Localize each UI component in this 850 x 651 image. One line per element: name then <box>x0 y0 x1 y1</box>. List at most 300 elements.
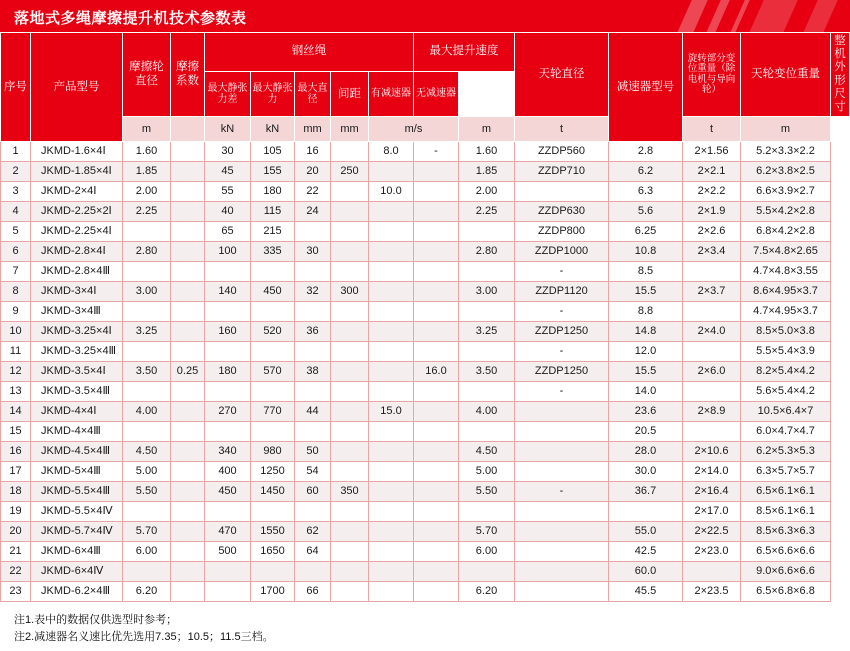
row-model: JKMD-5.5×4Ⅳ <box>31 502 123 522</box>
row-sheave-diameter: 1.60 <box>459 142 515 162</box>
row-max-tension: 335 <box>251 242 295 262</box>
row-sheave-diameter <box>459 562 515 582</box>
row-wheel-diameter: 5.70 <box>123 522 171 542</box>
row-wheel-diameter <box>123 222 171 242</box>
row-index: 21 <box>1 542 31 562</box>
row-speed-with-reducer <box>369 222 414 242</box>
row-rotating-weight: 55.0 <box>609 522 683 542</box>
row-spacing <box>331 502 369 522</box>
row-tension-diff: 65 <box>205 222 251 242</box>
row-sheave-displacement: 2×6.0 <box>683 362 741 382</box>
row-sheave-displacement: 2×23.5 <box>683 582 741 602</box>
row-model: JKMD-6×4Ⅲ <box>31 542 123 562</box>
row-tension-diff: 140 <box>205 282 251 302</box>
row-spacing <box>331 322 369 342</box>
row-sheave-displacement: 2×22.5 <box>683 522 741 542</box>
table-row <box>1 142 850 162</box>
row-reducer-model <box>515 442 609 462</box>
row-sheave-displacement: 2×14.0 <box>683 462 741 482</box>
row-speed-with-reducer <box>369 302 414 322</box>
row-sheave-displacement: 2×2.6 <box>683 222 741 242</box>
row-sheave-displacement: 2×17.0 <box>683 502 741 522</box>
row-max-tension: 450 <box>251 282 295 302</box>
table-row <box>1 302 850 322</box>
row-rotating-weight: 23.6 <box>609 402 683 422</box>
row-sheave-diameter <box>459 502 515 522</box>
row-sheave-diameter: 4.00 <box>459 402 515 422</box>
row-max-rope-diameter <box>295 222 331 242</box>
row-friction-coefficient <box>171 222 205 242</box>
row-overall-dimension: 5.5×4.2×2.8 <box>741 202 831 222</box>
row-friction-coefficient <box>171 542 205 562</box>
row-spacing <box>331 262 369 282</box>
table-row <box>1 542 850 562</box>
row-model: JKMD-4×4Ⅲ <box>31 422 123 442</box>
row-max-rope-diameter: 38 <box>295 362 331 382</box>
row-sheave-diameter: 1.85 <box>459 162 515 182</box>
row-tension-diff: 40 <box>205 202 251 222</box>
row-sheave-displacement: 2×1.9 <box>683 202 741 222</box>
col-group-wire-rope: 钢丝绳 <box>205 33 414 72</box>
table-row <box>1 482 850 502</box>
row-reducer-model: - <box>515 302 609 322</box>
row-reducer-model: - <box>515 382 609 402</box>
row-max-tension: 105 <box>251 142 295 162</box>
row-rotating-weight: 10.8 <box>609 242 683 262</box>
row-max-tension <box>251 302 295 322</box>
parameter-table-wrap <box>0 32 850 602</box>
row-speed-without-reducer <box>414 342 459 362</box>
row-speed-without-reducer <box>414 182 459 202</box>
row-tension-diff <box>205 262 251 282</box>
row-sheave-displacement <box>683 342 741 362</box>
table-row <box>1 222 850 242</box>
row-max-rope-diameter: 50 <box>295 442 331 462</box>
row-tension-diff: 160 <box>205 322 251 342</box>
row-speed-without-reducer <box>414 502 459 522</box>
table-row <box>1 242 850 262</box>
row-speed-without-reducer <box>414 222 459 242</box>
row-reducer-model <box>515 462 609 482</box>
row-tension-diff: 340 <box>205 442 251 462</box>
row-overall-dimension: 6.2×3.8×2.5 <box>741 162 831 182</box>
header-row-1 <box>1 33 850 72</box>
row-model: JKMD-2.8×4Ⅲ <box>31 262 123 282</box>
row-overall-dimension: 4.7×4.8×3.55 <box>741 262 831 282</box>
col-overall-dimension: 整机外形尺寸 <box>831 33 850 117</box>
row-overall-dimension: 4.7×4.95×3.7 <box>741 302 831 322</box>
row-sheave-diameter <box>459 422 515 442</box>
row-max-tension: 1450 <box>251 482 295 502</box>
row-sheave-diameter: 2.00 <box>459 182 515 202</box>
row-index: 12 <box>1 362 31 382</box>
row-overall-dimension: 9.0×6.6×6.6 <box>741 562 831 582</box>
row-overall-dimension: 8.5×6.3×6.3 <box>741 522 831 542</box>
row-reducer-model: ZZDP1250 <box>515 362 609 382</box>
row-sheave-displacement <box>683 562 741 582</box>
row-reducer-model <box>515 502 609 522</box>
notes-block <box>14 612 850 646</box>
row-model: JKMD-1.6×4Ⅰ <box>31 142 123 162</box>
col-friction-coefficient: 摩擦系数 <box>171 33 205 117</box>
banner-decoration-stripe <box>798 0 842 32</box>
row-index: 9 <box>1 302 31 322</box>
note-line: 注2.减速器名义速比优先选用7.35；10.5；11.5三档。 <box>14 631 274 644</box>
col-without-reducer: 无减速器 <box>414 71 459 116</box>
row-tension-diff: 400 <box>205 462 251 482</box>
row-sheave-displacement: 2×3.4 <box>683 242 741 262</box>
row-max-rope-diameter: 60 <box>295 482 331 502</box>
row-speed-without-reducer <box>414 522 459 542</box>
row-rotating-weight: 30.0 <box>609 462 683 482</box>
row-sheave-displacement <box>683 302 741 322</box>
row-reducer-model: ZZDP800 <box>515 222 609 242</box>
row-index: 20 <box>1 522 31 542</box>
row-sheave-displacement: 2×1.56 <box>683 142 741 162</box>
row-speed-with-reducer: 8.0 <box>369 142 414 162</box>
row-sheave-displacement: 2×4.0 <box>683 322 741 342</box>
row-speed-with-reducer <box>369 382 414 402</box>
row-speed-with-reducer <box>369 442 414 462</box>
unit-max-static-tension: kN <box>251 117 295 142</box>
col-sheave-diameter: 天轮直径 <box>515 33 609 117</box>
row-speed-without-reducer <box>414 462 459 482</box>
row-friction-coefficient <box>171 382 205 402</box>
row-rotating-weight: 5.6 <box>609 202 683 222</box>
row-max-rope-diameter <box>295 502 331 522</box>
row-speed-with-reducer: 15.0 <box>369 402 414 422</box>
row-rotating-weight: 15.5 <box>609 362 683 382</box>
row-max-tension: 980 <box>251 442 295 462</box>
row-rotating-weight: 42.5 <box>609 542 683 562</box>
row-model: JKMD-4.5×4Ⅲ <box>31 442 123 462</box>
row-model: JKMD-3.25×4Ⅲ <box>31 342 123 362</box>
row-sheave-displacement: 2×2.2 <box>683 182 741 202</box>
banner-decoration-stripe <box>725 0 754 32</box>
row-friction-coefficient <box>171 482 205 502</box>
row-max-tension <box>251 262 295 282</box>
row-speed-without-reducer <box>414 262 459 282</box>
row-speed-with-reducer <box>369 342 414 362</box>
row-spacing <box>331 562 369 582</box>
row-reducer-model <box>515 422 609 442</box>
row-speed-with-reducer <box>369 582 414 602</box>
row-index: 13 <box>1 382 31 402</box>
row-index: 11 <box>1 342 31 362</box>
row-sheave-diameter: 6.20 <box>459 582 515 602</box>
col-friction-wheel-diameter: 摩擦轮直径 <box>123 33 171 117</box>
row-index: 4 <box>1 202 31 222</box>
row-friction-coefficient <box>171 562 205 582</box>
row-friction-coefficient <box>171 462 205 482</box>
row-max-rope-diameter: 54 <box>295 462 331 482</box>
row-tension-diff <box>205 422 251 442</box>
row-tension-diff <box>205 382 251 402</box>
row-index: 8 <box>1 282 31 302</box>
row-reducer-model <box>515 182 609 202</box>
row-tension-diff: 45 <box>205 162 251 182</box>
col-spacing: 间距 <box>331 71 369 116</box>
row-spacing: 250 <box>331 162 369 182</box>
row-max-rope-diameter: 16 <box>295 142 331 162</box>
row-friction-coefficient <box>171 202 205 222</box>
row-reducer-model <box>515 542 609 562</box>
row-wheel-diameter: 5.50 <box>123 482 171 502</box>
row-sheave-displacement <box>683 262 741 282</box>
row-max-tension: 770 <box>251 402 295 422</box>
col-max-diameter: 最大直径 <box>295 71 331 116</box>
row-model: JKMD-5×4Ⅲ <box>31 462 123 482</box>
row-speed-without-reducer <box>414 322 459 342</box>
row-friction-coefficient <box>171 522 205 542</box>
row-wheel-diameter: 3.25 <box>123 322 171 342</box>
unit-friction-wheel-diameter: m <box>123 117 171 142</box>
row-wheel-diameter: 4.00 <box>123 402 171 422</box>
row-max-rope-diameter: 36 <box>295 322 331 342</box>
row-max-tension <box>251 562 295 582</box>
row-overall-dimension: 6.5×6.8×6.8 <box>741 582 831 602</box>
row-max-tension: 215 <box>251 222 295 242</box>
row-friction-coefficient <box>171 442 205 462</box>
row-tension-diff <box>205 302 251 322</box>
row-max-rope-diameter <box>295 562 331 582</box>
table-row <box>1 462 850 482</box>
note-line: 注1.表中的数据仅供选型时参考； <box>14 614 178 627</box>
row-rotating-weight: 6.3 <box>609 182 683 202</box>
row-speed-with-reducer <box>369 462 414 482</box>
row-spacing <box>331 362 369 382</box>
row-sheave-diameter <box>459 382 515 402</box>
row-rotating-weight: 2.8 <box>609 142 683 162</box>
row-reducer-model: - <box>515 342 609 362</box>
table-row <box>1 522 850 542</box>
row-model: JKMD-6.2×4Ⅲ <box>31 582 123 602</box>
row-rotating-weight: 12.0 <box>609 342 683 362</box>
row-index: 22 <box>1 562 31 582</box>
row-wheel-diameter <box>123 562 171 582</box>
col-max-static-tension-diff: 最大静张力差 <box>205 71 251 116</box>
row-sheave-diameter <box>459 342 515 362</box>
row-model: JKMD-4×4Ⅰ <box>31 402 123 422</box>
row-tension-diff <box>205 582 251 602</box>
row-index: 2 <box>1 162 31 182</box>
row-sheave-displacement: 2×23.0 <box>683 542 741 562</box>
row-speed-with-reducer <box>369 562 414 582</box>
row-speed-with-reducer <box>369 162 414 182</box>
table-row <box>1 582 850 602</box>
row-tension-diff: 470 <box>205 522 251 542</box>
row-speed-without-reducer <box>414 162 459 182</box>
row-max-rope-diameter <box>295 422 331 442</box>
row-spacing <box>331 202 369 222</box>
row-max-rope-diameter: 62 <box>295 522 331 542</box>
row-speed-with-reducer <box>369 482 414 502</box>
row-model: JKMD-3×4Ⅰ <box>31 282 123 302</box>
col-with-reducer: 有减速器 <box>369 71 414 116</box>
row-spacing <box>331 442 369 462</box>
table-row <box>1 422 850 442</box>
row-sheave-diameter <box>459 222 515 242</box>
row-reducer-model <box>515 562 609 582</box>
row-index: 10 <box>1 322 31 342</box>
row-spacing <box>331 142 369 162</box>
row-wheel-diameter: 3.00 <box>123 282 171 302</box>
row-overall-dimension: 7.5×4.8×2.65 <box>741 242 831 262</box>
row-tension-diff <box>205 562 251 582</box>
banner-decoration-stripe <box>701 0 734 32</box>
unit-overall-dimension: m <box>741 117 831 142</box>
row-max-tension: 155 <box>251 162 295 182</box>
row-overall-dimension: 6.2×5.3×5.3 <box>741 442 831 462</box>
row-model: JKMD-3.5×4Ⅲ <box>31 382 123 402</box>
row-spacing <box>331 342 369 362</box>
col-model: 产品型号 <box>31 33 123 142</box>
col-reducer-model: 减速器型号 <box>609 33 683 142</box>
row-spacing <box>331 302 369 322</box>
row-max-rope-diameter: 66 <box>295 582 331 602</box>
row-overall-dimension: 8.5×5.0×3.8 <box>741 322 831 342</box>
row-friction-coefficient <box>171 582 205 602</box>
row-tension-diff: 30 <box>205 142 251 162</box>
table-row <box>1 282 850 302</box>
row-spacing: 300 <box>331 282 369 302</box>
row-speed-with-reducer <box>369 502 414 522</box>
unit-rotating-weight: t <box>515 117 609 142</box>
page-title: 落地式多绳摩擦提升机技术参数表 <box>14 10 247 27</box>
row-speed-with-reducer: 10.0 <box>369 182 414 202</box>
row-speed-without-reducer <box>414 422 459 442</box>
row-rotating-weight: 20.5 <box>609 422 683 442</box>
row-reducer-model: - <box>515 262 609 282</box>
row-wheel-diameter <box>123 262 171 282</box>
row-overall-dimension: 8.2×5.4×4.2 <box>741 362 831 382</box>
row-sheave-diameter: 2.25 <box>459 202 515 222</box>
row-wheel-diameter <box>123 422 171 442</box>
row-model: JKMD-1.85×4Ⅰ <box>31 162 123 182</box>
unit-speed: m/s <box>369 117 459 142</box>
unit-sheave-displacement: t <box>683 117 741 142</box>
row-tension-diff: 270 <box>205 402 251 422</box>
row-speed-without-reducer <box>414 402 459 422</box>
row-rotating-weight: 15.5 <box>609 282 683 302</box>
row-max-rope-diameter: 44 <box>295 402 331 422</box>
row-friction-coefficient <box>171 402 205 422</box>
row-friction-coefficient <box>171 282 205 302</box>
row-wheel-diameter <box>123 302 171 322</box>
row-model: JKMD-2.25×4Ⅰ <box>31 222 123 242</box>
row-speed-without-reducer: - <box>414 142 459 162</box>
table-row <box>1 502 850 522</box>
row-index: 1 <box>1 142 31 162</box>
row-model: JKMD-3×4Ⅲ <box>31 302 123 322</box>
row-max-tension <box>251 422 295 442</box>
row-speed-without-reducer <box>414 302 459 322</box>
row-friction-coefficient: 0.25 <box>171 362 205 382</box>
row-speed-with-reducer <box>369 362 414 382</box>
row-sheave-displacement: 2×3.7 <box>683 282 741 302</box>
row-max-rope-diameter <box>295 302 331 322</box>
unit-max-static-tension-diff: kN <box>205 117 251 142</box>
row-speed-with-reducer <box>369 202 414 222</box>
row-wheel-diameter <box>123 382 171 402</box>
row-tension-diff: 100 <box>205 242 251 262</box>
table-row <box>1 562 850 582</box>
row-max-tension: 1700 <box>251 582 295 602</box>
row-friction-coefficient <box>171 182 205 202</box>
row-index: 16 <box>1 442 31 462</box>
row-friction-coefficient <box>171 302 205 322</box>
row-friction-coefficient <box>171 322 205 342</box>
row-sheave-diameter: 5.50 <box>459 482 515 502</box>
row-index: 19 <box>1 502 31 522</box>
row-wheel-diameter: 1.85 <box>123 162 171 182</box>
col-group-max-lift-speed: 最大提升速度 <box>414 33 515 72</box>
row-overall-dimension: 5.2×3.3×2.2 <box>741 142 831 162</box>
row-max-tension: 180 <box>251 182 295 202</box>
unit-friction-coefficient <box>171 117 205 142</box>
table-row <box>1 382 850 402</box>
row-tension-diff: 500 <box>205 542 251 562</box>
row-reducer-model <box>515 402 609 422</box>
row-speed-with-reducer <box>369 522 414 542</box>
row-reducer-model: ZZDP710 <box>515 162 609 182</box>
row-spacing <box>331 402 369 422</box>
table-body <box>1 142 850 602</box>
col-sheave-displacement: 天轮变位重量 <box>741 33 831 117</box>
row-model: JKMD-3.5×4Ⅰ <box>31 362 123 382</box>
row-sheave-diameter: 2.80 <box>459 242 515 262</box>
row-speed-without-reducer <box>414 242 459 262</box>
header-row-units <box>1 117 850 142</box>
row-rotating-weight: 6.25 <box>609 222 683 242</box>
row-friction-coefficient <box>171 422 205 442</box>
page-banner <box>0 0 850 32</box>
row-reducer-model: ZZDP1000 <box>515 242 609 262</box>
row-tension-diff: 55 <box>205 182 251 202</box>
col-index: 序号 <box>1 33 31 142</box>
row-rotating-weight: 60.0 <box>609 562 683 582</box>
row-tension-diff <box>205 342 251 362</box>
row-friction-coefficient <box>171 342 205 362</box>
row-friction-coefficient <box>171 162 205 182</box>
row-max-rope-diameter: 24 <box>295 202 331 222</box>
row-wheel-diameter: 3.50 <box>123 362 171 382</box>
table-row <box>1 202 850 222</box>
table-row <box>1 182 850 202</box>
row-sheave-displacement: 2×10.6 <box>683 442 741 462</box>
row-max-tension <box>251 382 295 402</box>
row-model: JKMD-2.8×4Ⅰ <box>31 242 123 262</box>
row-rotating-weight: 8.5 <box>609 262 683 282</box>
row-index: 23 <box>1 582 31 602</box>
row-speed-without-reducer <box>414 442 459 462</box>
row-speed-with-reducer <box>369 542 414 562</box>
col-rotating-weight: 旋转部分变位重量（除电机与导向轮） <box>683 33 741 117</box>
banner-decoration-stripe <box>672 0 712 32</box>
row-sheave-diameter: 4.50 <box>459 442 515 462</box>
table-row <box>1 342 850 362</box>
row-speed-without-reducer <box>414 542 459 562</box>
row-wheel-diameter: 6.20 <box>123 582 171 602</box>
row-sheave-diameter <box>459 262 515 282</box>
row-reducer-model: ZZDP1250 <box>515 322 609 342</box>
row-reducer-model <box>515 582 609 602</box>
unit-sheave-diameter: m <box>459 117 515 142</box>
row-tension-diff <box>205 502 251 522</box>
row-model: JKMD-5.7×4Ⅳ <box>31 522 123 542</box>
row-sheave-displacement: 2×2.1 <box>683 162 741 182</box>
table-row <box>1 162 850 182</box>
